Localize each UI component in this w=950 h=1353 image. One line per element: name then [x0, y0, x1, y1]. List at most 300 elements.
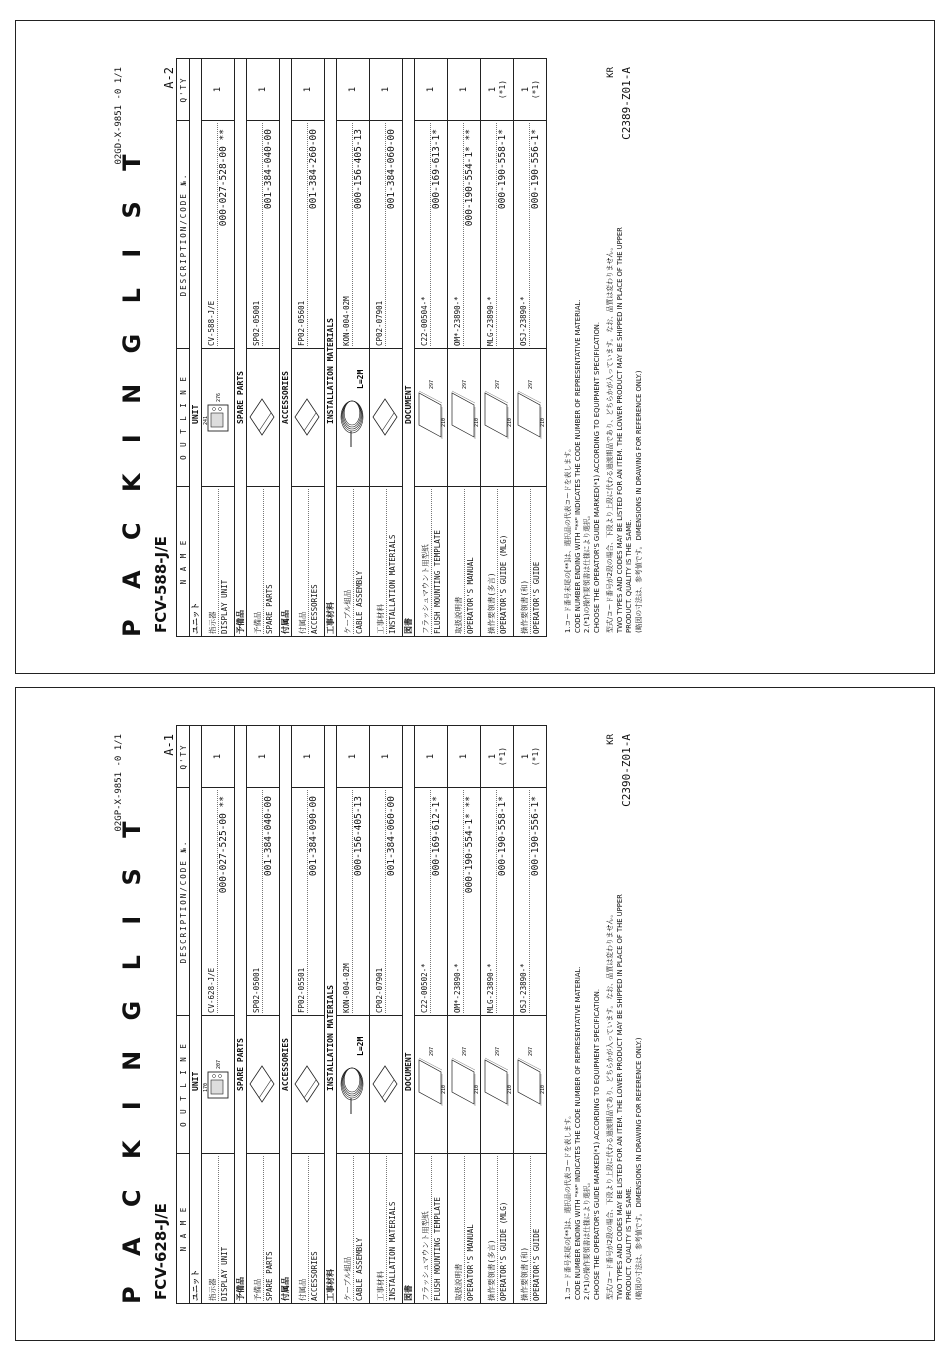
item-description-cell [247, 121, 280, 349]
item-type: KON-004-02M [341, 123, 353, 346]
category-label-en: INSTALLATION MATERIALS [326, 318, 335, 424]
column-header-name: N A M E [177, 487, 190, 637]
item-type: FP02-05501 [296, 790, 308, 1013]
item-code: 000-156-405-13 [353, 796, 364, 877]
category-label-jp: 図書 [404, 618, 413, 634]
item-name-jp: 予備品 [252, 489, 264, 634]
category-label-jp: 予備品 [236, 1277, 245, 1301]
item-qty-note: (*1) [530, 79, 540, 100]
item-name-en: OPERATOR'S MANUAL [465, 557, 475, 634]
doc-width-label: 210 [441, 1085, 447, 1095]
item-description-cell [370, 788, 403, 1016]
category-label [190, 59, 202, 637]
document-outline-icon [448, 1025, 478, 1145]
item-qty: 1 [426, 86, 436, 93]
note-line: PRODUCT. QUALITY IS THE SAME. [625, 519, 633, 633]
item-outline-cell [370, 1016, 403, 1154]
item-outline-cell [337, 1016, 370, 1154]
note-line: 2.(*1)の操作要領書は仕様により選択。 [583, 511, 591, 633]
note-line: TWO TYPES AND CODES MAY BE LISTED FOR AN ITEM. THE LOWER PRODUCT MAY BE SHIPPED IN PLACE OF THE UPPER [615, 227, 624, 633]
cable-length-label: L=2M [356, 1037, 365, 1057]
item-type: SP02-05001 [251, 123, 263, 346]
bag-outline-icon [292, 358, 322, 478]
item-type: CV-588-J/E [206, 123, 218, 346]
item-qty-cell [448, 59, 481, 121]
item-name-en: FLUSH MOUNTING TEMPLATE [432, 530, 442, 634]
item-name-jp: 操作要領書(多言) [486, 489, 498, 634]
packing-table [176, 725, 547, 1304]
category-label-jp: 図書 [404, 1285, 413, 1301]
item-qty: 1 [303, 86, 313, 93]
item-description-cell [514, 788, 547, 1016]
item-name-cell [337, 487, 370, 637]
item-description-cell [415, 121, 448, 349]
item-name-cell [337, 1154, 370, 1304]
item-qty-cell [481, 726, 514, 788]
bag-outline-icon [292, 1025, 322, 1145]
item-name-jp: 付属品 [297, 1156, 309, 1301]
column-header-description: DESCRIPTION/CODE №. [177, 121, 190, 349]
item-name-cell [481, 487, 514, 637]
category-label-en: UNIT [191, 1071, 200, 1091]
table-header-row [177, 59, 190, 637]
table-row [337, 726, 370, 1304]
item-name-cell [370, 1154, 403, 1304]
item-qty-cell [337, 59, 370, 121]
item-name-jp: 操作要領書(多言) [486, 1156, 498, 1301]
item-name-en: SPARE PARTS [264, 1251, 274, 1301]
item-description-cell [337, 788, 370, 1016]
sheet-content [16, 21, 936, 675]
item-qty-cell [514, 726, 547, 788]
note-line: TWO TYPES AND CODES MAY BE LISTED FOR AN ITEM. THE LOWER PRODUCT MAY BE SHIPPED IN PLACE OF THE UPPER [615, 894, 624, 1300]
document-outline-icon [415, 1025, 445, 1145]
item-code: 000-169-613-1* [431, 129, 442, 210]
item-code: 001-384-090-00 [308, 796, 319, 877]
packing-list-sheet-a2 [15, 20, 935, 674]
category-label-en: ACCESSORIES [281, 371, 290, 424]
item-qty-cell [337, 726, 370, 788]
item-outline-cell [292, 349, 325, 487]
item-qty-cell [292, 726, 325, 788]
item-type: SP02-05001 [251, 790, 263, 1013]
item-qty: 1 [213, 86, 223, 93]
category-label [280, 59, 292, 637]
doc-height-label: 297 [429, 380, 435, 390]
item-code: 001-384-040-00 [263, 796, 274, 877]
item-name-cell [247, 1154, 280, 1304]
item-name-cell [448, 1154, 481, 1304]
item-name-cell [514, 487, 547, 637]
model-name: FCV-588-J/E [152, 536, 170, 633]
category-row [235, 59, 247, 637]
category-label-jp: 工事材料 [326, 1269, 335, 1301]
item-name-jp: 工事材料 [375, 1156, 387, 1301]
item-type: CP02-07901 [374, 123, 386, 346]
doc-height-label: 297 [429, 1047, 435, 1057]
note-line: CODE NUMBER ENDING WITH "**" INDICATES THE CODE NUMBER OF REPRESENTATIVE MATERIAL. [573, 299, 582, 633]
doc-width-label: 210 [540, 418, 546, 428]
sheet-content [16, 688, 936, 1342]
item-name-jp: 操作要領書(和) [519, 489, 531, 634]
column-header-qty: Q'TY [177, 726, 190, 788]
item-code: 000-190-554-1* ** [464, 129, 475, 227]
table-row [247, 59, 280, 637]
category-label-jp: 付属品 [281, 1277, 290, 1301]
item-outline-cell [292, 1016, 325, 1154]
doc-width-label: 210 [540, 1085, 546, 1095]
item-qty-note: (*1) [497, 746, 507, 767]
category-row [280, 59, 292, 637]
document-outline-icon [514, 358, 544, 478]
item-name-en: FLUSH MOUNTING TEMPLATE [432, 1197, 442, 1301]
category-row [325, 59, 337, 637]
item-name-cell [292, 487, 325, 637]
item-code: 000-169-612-1* [431, 796, 442, 877]
category-label [403, 726, 415, 1304]
item-qty-cell [415, 59, 448, 121]
category-row [190, 59, 202, 637]
column-header-name: N A M E [177, 1154, 190, 1304]
item-outline-cell [514, 349, 547, 487]
item-qty: 1 [348, 753, 358, 760]
category-label [403, 59, 415, 637]
item-description-cell [292, 121, 325, 349]
item-type: KON-004-02M [341, 790, 353, 1013]
item-description-cell [481, 788, 514, 1016]
doc-height-label: 297 [528, 380, 534, 390]
item-qty: 1 [520, 86, 531, 93]
note-line: CODE NUMBER ENDING WITH "**" INDICATES THE CODE NUMBER OF REPRESENTATIVE MATERIAL. [573, 966, 582, 1300]
category-label-jp: 工事材料 [326, 602, 335, 634]
column-header-description: DESCRIPTION/CODE №. [177, 788, 190, 1016]
item-name-jp: 取扱説明書 [453, 489, 465, 634]
item-description-cell [448, 788, 481, 1016]
item-code: 000-190-554-1* ** [464, 796, 475, 894]
item-name-jp: ケーブル組品 [342, 489, 354, 634]
item-description-cell [202, 121, 235, 349]
note-line: 1.コード番号末尾の[**]は、選択品の代表コードを表します。 [564, 1112, 572, 1300]
item-code: 001-384-060-00 [386, 129, 397, 210]
category-row [280, 726, 292, 1304]
item-name-en: OPERATOR'S GUIDE [531, 561, 541, 634]
item-qty: 1 [381, 753, 391, 760]
note-line: 型式/コード番号が2段の場合、下段より上段に代わる過渡期品であり、どちらかが入っています。 なお、品質は変わりません。 [606, 243, 614, 633]
item-outline-cell [202, 349, 235, 487]
table-row [337, 59, 370, 637]
bag-outline-icon [247, 1025, 277, 1145]
column-header-qty: Q'TY [177, 59, 190, 121]
item-code: 000-190-558-1* [497, 796, 508, 877]
item-qty: 1 [459, 753, 469, 760]
item-name-cell [415, 1154, 448, 1304]
cable-length-label: L=2M [356, 370, 365, 390]
note-line: CHOOSE THE OPERATOR'S GUIDE MARKED(*1) ACCORDING TO EQUIPMENT SPECIFICATION. [592, 988, 601, 1300]
sheet-number: A-1 [162, 734, 176, 756]
item-name-jp: 指示器 [207, 1156, 219, 1301]
item-qty-cell [202, 726, 235, 788]
packing-list-title: P A C K I N G L I S T [118, 143, 146, 637]
cable-coil-icon [337, 358, 367, 478]
note-line: CHOOSE THE OPERATOR'S GUIDE MARKED(*1) ACCORDING TO EQUIPMENT SPECIFICATION. [592, 321, 601, 633]
doc-width-label: 210 [507, 418, 513, 428]
table-row [370, 59, 403, 637]
doc-height-label: 297 [528, 1047, 534, 1057]
unit-width-label: 170 [203, 1083, 209, 1093]
document-outline-icon [415, 358, 445, 478]
item-name-en: CABLE ASSEMBLY [354, 1237, 364, 1301]
document-outline-icon [514, 1025, 544, 1145]
category-label-en: INSTALLATION MATERIALS [326, 985, 335, 1091]
item-name-cell [247, 487, 280, 637]
table-row [448, 59, 481, 637]
item-qty-cell [202, 59, 235, 121]
item-description-cell [370, 121, 403, 349]
category-label [235, 726, 247, 1304]
doc-height-label: 297 [495, 380, 501, 390]
notes-block [564, 700, 602, 1300]
category-label-jp: 予備品 [236, 610, 245, 634]
table-row [514, 726, 547, 1304]
category-label-jp: 付属品 [281, 610, 290, 634]
item-name-en: OPERATOR'S GUIDE (MLG) [498, 1201, 508, 1301]
item-qty-note: (*1) [530, 746, 540, 767]
item-type: CP02-07901 [374, 790, 386, 1013]
item-name-en: SPARE PARTS [264, 584, 274, 634]
cable-coil-icon [337, 1025, 367, 1145]
item-name-jp: 付属品 [297, 489, 309, 634]
item-qty: 1 [426, 753, 436, 760]
category-row [235, 726, 247, 1304]
category-row [325, 726, 337, 1304]
item-name-en: OPERATOR'S GUIDE (MLG) [498, 534, 508, 634]
item-type: OSJ-23890-* [518, 790, 530, 1013]
item-code: 000-190-558-1* [497, 129, 508, 210]
doc-number: 02GD-X-9851 -0 1/1 [114, 67, 124, 165]
item-code: 000-156-405-13 [353, 129, 364, 210]
item-description-cell [337, 121, 370, 349]
category-row [403, 59, 415, 637]
item-name-jp: 予備品 [252, 1156, 264, 1301]
item-qty: 1 [303, 753, 313, 760]
item-name-en: ACCESSORIES [309, 1251, 319, 1301]
item-outline-cell [202, 1016, 235, 1154]
note-line: (略図の寸法は、参考値です。 DIMENSIONS IN DRAWING FOR REFERENCE ONLY.) [634, 370, 643, 633]
item-description-cell [448, 121, 481, 349]
item-code: 000-027-525-00 ** [218, 796, 229, 894]
item-qty-cell [370, 726, 403, 788]
item-qty-cell [247, 59, 280, 121]
item-name-cell [481, 1154, 514, 1304]
item-code: 001-384-260-00 [308, 129, 319, 210]
item-type: C22-00504-* [419, 123, 431, 346]
item-outline-cell [448, 1016, 481, 1154]
item-name-jp: 指示器 [207, 489, 219, 634]
item-name-cell [415, 487, 448, 637]
notes-block [564, 33, 602, 633]
note-line: 型式/コード番号が2段の場合、下段より上段に代わる過渡期品であり、どちらかが入っています。 なお、品質は変わりません。 [606, 910, 614, 1300]
item-qty: 1 [459, 86, 469, 93]
doc-width-label: 210 [507, 1085, 513, 1095]
item-qty-note: (*1) [497, 79, 507, 100]
item-qty-cell [514, 59, 547, 121]
item-name-cell [202, 487, 235, 637]
item-type: MLG-23890-* [485, 123, 497, 346]
packing-list-sheet-a1 [15, 687, 935, 1341]
item-type: FP02-05601 [296, 123, 308, 346]
item-name-cell [202, 1154, 235, 1304]
item-code: 000-027-528-00 ** [218, 129, 229, 227]
item-description-cell [481, 121, 514, 349]
category-label-jp: ユニット [191, 602, 200, 634]
item-type: C22-00502-* [419, 790, 431, 1013]
item-name-en: INSTALLATION MATERIALS [387, 1201, 397, 1301]
packing-list-title: P A C K I N G L I S T [118, 810, 146, 1304]
item-qty: 1 [520, 753, 531, 760]
item-name-cell [370, 487, 403, 637]
item-outline-cell [415, 349, 448, 487]
doc-height-label: 297 [495, 1047, 501, 1057]
document-outline-icon [481, 358, 511, 478]
item-name-en: DISPLAY UNIT [219, 579, 229, 634]
column-header-outline: O U T L I N E [177, 1016, 190, 1154]
sheet-number: A-2 [162, 67, 176, 89]
category-label-en: UNIT [191, 404, 200, 424]
item-name-en: CABLE ASSEMBLY [354, 570, 364, 634]
drawing-code: C2390-Z01-A [620, 734, 633, 807]
doc-height-label: 297 [462, 1047, 468, 1057]
kr-mark: KR [606, 67, 616, 78]
item-description-cell [415, 788, 448, 1016]
item-type: OM*-23890-* [452, 790, 464, 1013]
display-unit-icon [202, 1025, 232, 1145]
category-label [325, 59, 337, 637]
table-row [202, 726, 235, 1304]
display-unit-icon [202, 358, 232, 478]
unit-height-label: 207 [216, 1060, 222, 1070]
item-qty-cell [292, 59, 325, 121]
drawing-code: C2389-Z01-A [620, 67, 633, 140]
item-type: CV-628-J/E [206, 790, 218, 1013]
item-outline-cell [370, 349, 403, 487]
item-qty: 1 [213, 753, 223, 760]
category-label [280, 726, 292, 1304]
doc-width-label: 210 [441, 418, 447, 428]
item-description-cell [514, 121, 547, 349]
table-row [481, 726, 514, 1304]
item-outline-cell [247, 1016, 280, 1154]
bag-outline-icon [370, 358, 400, 478]
note-line: 1.コード番号末尾の[**]は、選択品の代表コードを表します。 [564, 445, 572, 633]
kr-mark: KR [606, 734, 616, 745]
item-outline-cell [481, 1016, 514, 1154]
item-outline-cell [247, 349, 280, 487]
bag-outline-icon [247, 358, 277, 478]
category-label-en: DOCUMENT [404, 1052, 413, 1091]
packing-table [176, 58, 547, 637]
item-name-jp: フラッシュマウント用型紙 [420, 1156, 432, 1301]
item-outline-cell [448, 349, 481, 487]
item-type: MLG-23890-* [485, 790, 497, 1013]
doc-number: 02GP-X-9851 -0 1/1 [114, 734, 124, 832]
table-row [448, 726, 481, 1304]
table-row [247, 726, 280, 1304]
category-label-en: SPARE PARTS [236, 1038, 245, 1091]
document-outline-icon [448, 358, 478, 478]
item-name-en: OPERATOR'S GUIDE [531, 1228, 541, 1301]
note-line: 2.(*1)の操作要領書は仕様により選択。 [583, 1178, 591, 1300]
item-description-cell [247, 788, 280, 1016]
item-code: 001-384-060-00 [386, 796, 397, 877]
item-qty: 1 [258, 753, 268, 760]
item-name-en: INSTALLATION MATERIALS [387, 534, 397, 634]
item-qty: 1 [487, 753, 498, 760]
item-qty-cell [370, 59, 403, 121]
item-qty-cell [247, 726, 280, 788]
item-qty: 1 [487, 86, 498, 93]
column-header-outline: O U T L I N E [177, 349, 190, 487]
item-name-jp: フラッシュマウント用型紙 [420, 489, 432, 634]
item-name-cell [448, 487, 481, 637]
item-outline-cell [481, 349, 514, 487]
table-row [292, 726, 325, 1304]
category-label [325, 726, 337, 1304]
category-label [190, 726, 202, 1304]
item-name-cell [514, 1154, 547, 1304]
item-outline-cell [415, 1016, 448, 1154]
category-row [403, 726, 415, 1304]
category-row [190, 726, 202, 1304]
table-row [415, 59, 448, 637]
item-qty-cell [448, 726, 481, 788]
table-row [370, 726, 403, 1304]
item-code: 000-190-556-1* [530, 129, 541, 210]
item-name-en: ACCESSORIES [309, 584, 319, 634]
model-name: FCV-628-J/E [152, 1203, 170, 1300]
item-outline-cell [514, 1016, 547, 1154]
table-header-row [177, 726, 190, 1304]
item-name-jp: ケーブル組品 [342, 1156, 354, 1301]
table-row [292, 59, 325, 637]
item-code: 000-190-556-1* [530, 796, 541, 877]
item-name-en: OPERATOR'S MANUAL [465, 1224, 475, 1301]
item-description-cell [202, 788, 235, 1016]
document-outline-icon [481, 1025, 511, 1145]
item-qty-cell [481, 59, 514, 121]
unit-width-label: 241 [203, 416, 209, 426]
item-name-jp: 操作要領書(和) [519, 1156, 531, 1301]
item-qty: 1 [348, 86, 358, 93]
item-name-cell [292, 1154, 325, 1304]
item-description-cell [292, 788, 325, 1016]
bag-outline-icon [370, 1025, 400, 1145]
table-row [415, 726, 448, 1304]
category-label [235, 59, 247, 637]
unit-height-label: 276 [216, 393, 222, 403]
item-name-jp: 工事材料 [375, 489, 387, 634]
doc-width-label: 210 [474, 418, 480, 428]
category-label-en: ACCESSORIES [281, 1038, 290, 1091]
item-code: 001-384-040-00 [263, 129, 274, 210]
category-label-jp: ユニット [191, 1269, 200, 1301]
item-type: OSJ-23890-* [518, 123, 530, 346]
doc-width-label: 210 [474, 1085, 480, 1095]
item-name-jp: 取扱説明書 [453, 1156, 465, 1301]
category-label-en: DOCUMENT [404, 385, 413, 424]
table-row [202, 59, 235, 637]
item-name-en: DISPLAY UNIT [219, 1246, 229, 1301]
item-qty-cell [415, 726, 448, 788]
